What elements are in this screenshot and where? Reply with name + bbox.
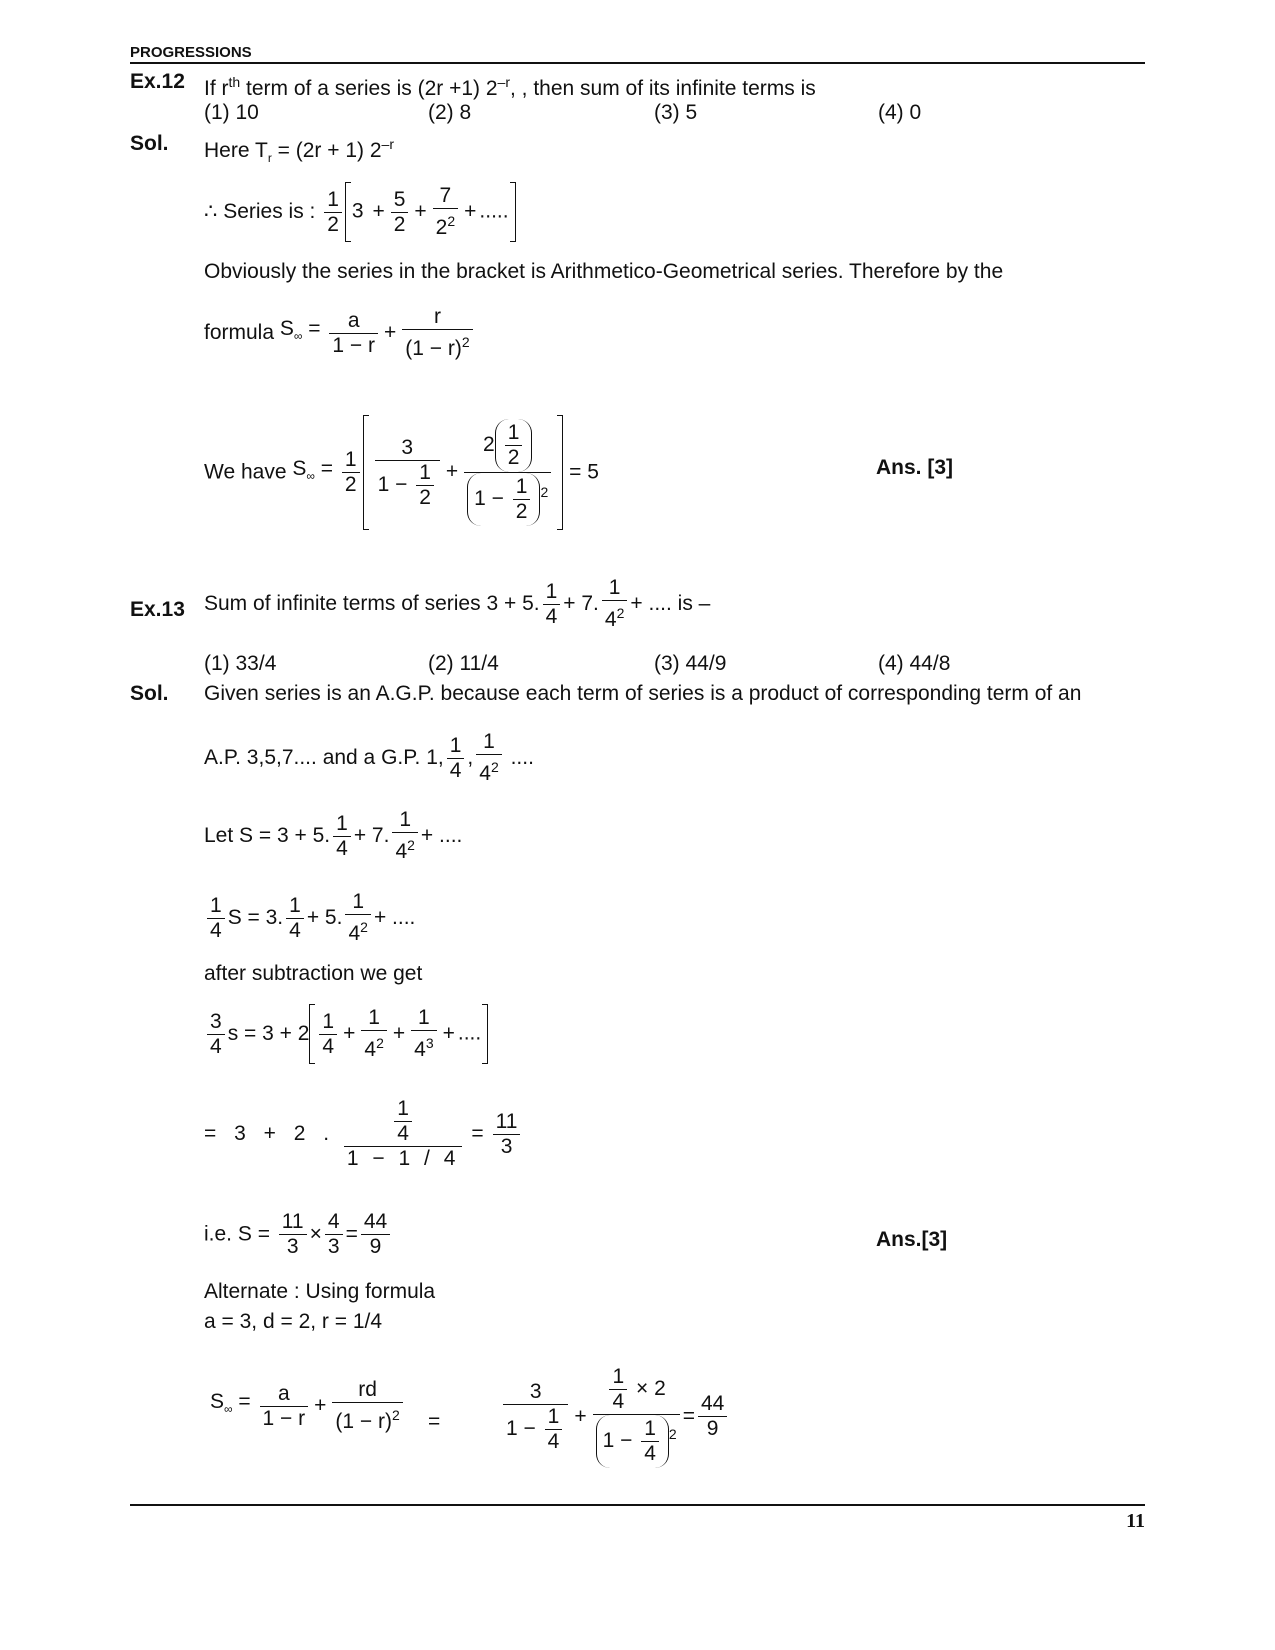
ex12-option-4: (4) 0 — [878, 101, 922, 124]
ex13-option-3: (3) 44/9 — [654, 652, 727, 675]
ex13-quarter-s: $\frac{1}{4}$ S = 3. $\frac{1}{4}$ + 5. $\frac{1}{4^2}$ + .... — [204, 890, 415, 946]
footer-rule — [130, 1504, 1145, 1506]
ex13-given: Given series is an A.G.P. because each term of series is a product of corresponding term of an — [204, 682, 1082, 705]
ex12-sol-label: Sol. — [130, 132, 169, 155]
section-header: PROGRESSIONS — [130, 44, 252, 61]
ex13-after-sub: after subtraction we get — [204, 962, 423, 985]
ex13-answer: Ans.[3] — [876, 1228, 948, 1251]
ex13-option-2: (2) 11/4 — [428, 652, 499, 675]
ex13-alternate: Alternate : Using formula — [204, 1280, 436, 1303]
ex12-question: If $r^{th}$ term of a series is (2r +1) $2^{-r}$, , then sum of its infinite terms is — [204, 74, 816, 100]
ex12-option-2: (2) 8 — [428, 101, 472, 124]
ex12-we-have-line: We have $S_\infty$ = $\frac{1}{2}$ 3 1 − $\frac{1}{2}$ + 2 $\frac{1}{2}$ 1 − $\frac{1}{2}$ $^2$ = 5 — [204, 415, 599, 530]
ex13-alt-equals: = — [428, 1410, 441, 1433]
ex12-option-3: (3) 5 — [654, 101, 698, 124]
ex13-three-quarter-s: $\frac{3}{4}$ s = 3 + 2 $\frac{1}{4}$ + $\frac{1}{4^2}$ + $\frac{1}{4^3}$ + .... — [204, 1004, 488, 1064]
ex13-let-s: Let S = 3 + 5. $\frac{1}{4}$ + 7. $\frac{1}{4^2}$ + .... — [204, 808, 463, 863]
ex13-alt-eval: 3 1 − $\frac{1}{4}$ + $\frac{1}{4}$ × 2 1 − $\frac{1}{4}$ $^2$ = $\frac{44}{9}$ — [500, 1365, 730, 1468]
header-rule — [130, 62, 1145, 64]
ex13-label: Ex.13 — [130, 598, 185, 621]
ex13-params: a = 3, d = 2, r = 1/4 — [204, 1310, 383, 1333]
ex12-here: Here $T_r = (2r + 1)$ $2^{-r}$ — [204, 136, 394, 166]
ex13-option-4: (4) 44/8 — [878, 652, 951, 675]
ex13-alt-formula: $S_\infty$ = $\frac{a}{1 - r}$ + $\frac{rd}{(1 - r)^2}$ — [210, 1378, 406, 1434]
ex13-ie-s: i.e. S = $\frac{11}{3}$ × $\frac{4}{3}$ = $\frac{44}{9}$ — [204, 1210, 393, 1259]
ex12-label: Ex.12 — [130, 70, 185, 93]
ex12-series-line: ∴ Series is : $\frac{1}{2}$ 3 + $\frac{5}{2}$ + $\frac{7}{2^2}$ + ..... — [204, 182, 516, 242]
ex12-formula-line: formula $S_\infty$ = $\frac{a}{1 - r}$ + $\frac{r}{(1 - r)^2}$ — [204, 305, 476, 361]
page-number: 11 — [1126, 1510, 1145, 1532]
ex13-option-1: (1) 33/4 — [204, 652, 277, 675]
ex12-option-1: (1) 10 — [204, 101, 259, 124]
ex13-eval: = 3 + 2 . $\frac{\frac{1}{4}}{1 - 1 / 4}$ = $\frac{11}{3}$ — [204, 1097, 523, 1171]
ex13-ap-gp: A.P. 3,5,7.... and a G.P. 1, $\frac{1}{4}$ , $\frac{1}{4^2}$ .... — [204, 730, 534, 785]
ex12-obvious: Obviously the series in the bracket is Arithmetico-Geometrical series. Therefore by the — [204, 260, 1004, 283]
ex12-answer: Ans. [3] — [876, 456, 954, 479]
ex13-question: Sum of infinite terms of series 3 + 5. $\frac{1}{4}$ + 7. $\frac{1}{4^2}$ + .... is – — [204, 576, 711, 631]
ex13-sol-label: Sol. — [130, 682, 169, 705]
